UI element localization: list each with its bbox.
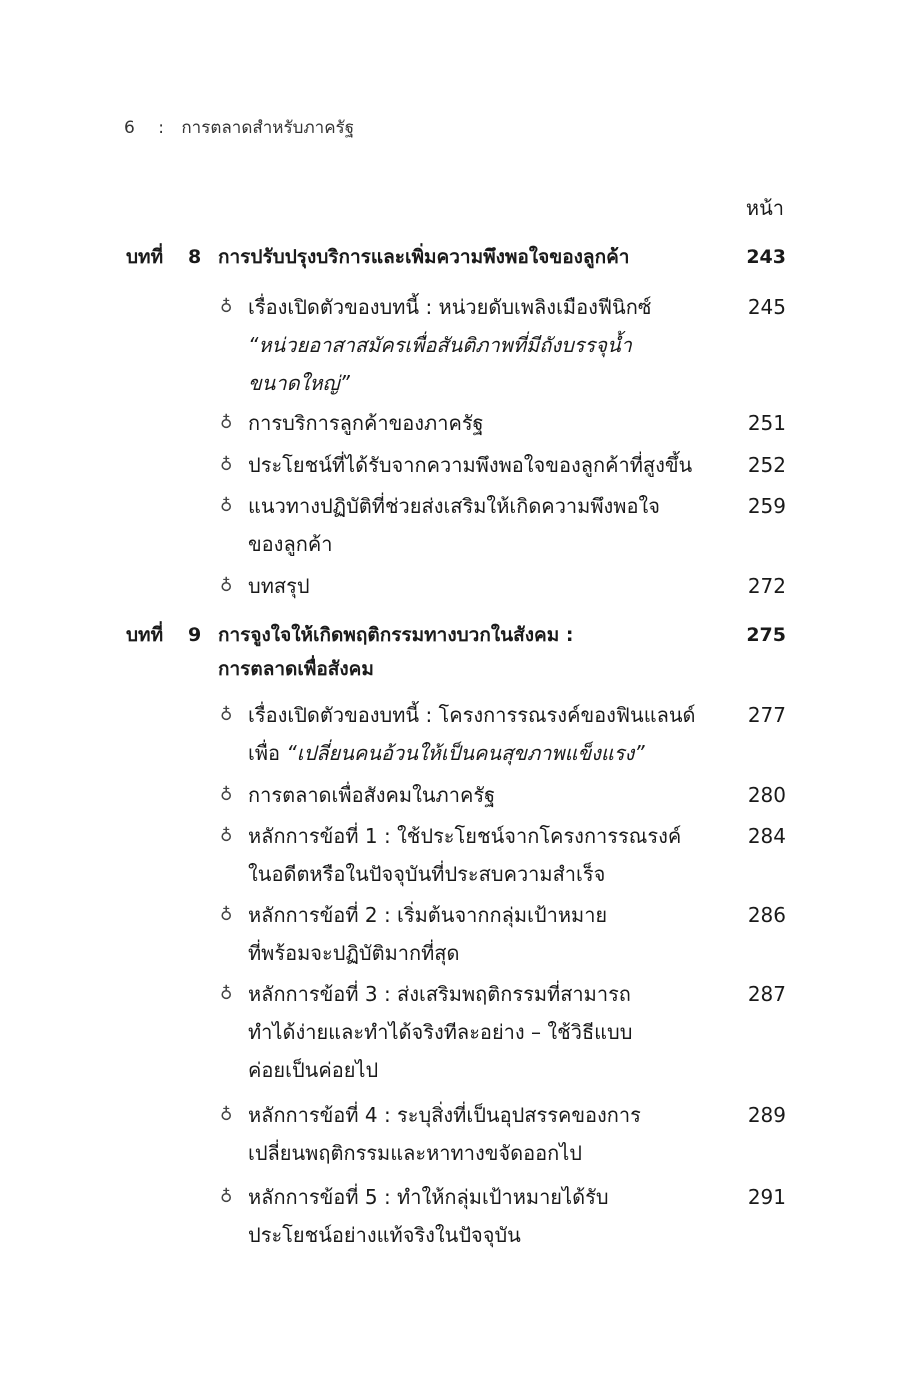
page-number: 6 (124, 118, 135, 138)
entry-page: 259 (747, 494, 786, 518)
entry-line: หลักการข้อที่ 5 : ทำให้กลุ่มเป้าหมายได้รับ (248, 1185, 609, 1209)
entry-line: บทสรุป (248, 574, 310, 598)
entry-line: เปลี่ยนพฤติกรรมและหาทางขจัดออกไป (248, 1141, 582, 1165)
entry-line-prefix: เพื่อ (248, 741, 287, 765)
entry-page: 252 (747, 453, 786, 477)
entry-line: ขนาดใหญ่” (248, 371, 350, 395)
entry-line (248, 734, 718, 772)
entry-line: ค่อยเป็นค่อยไป (248, 1058, 379, 1082)
entry-line: หลักการข้อที่ 3 : ส่งเสริมพฤติกรรมที่สามารถ (248, 982, 631, 1006)
entry-line: เรื่องเปิดตัวของบทนี้ : โครงการรณรงค์ของฟินแลนด์ (248, 703, 696, 727)
entry-line: หลักการข้อที่ 2 : เริ่มต้นจากกลุ่มเป้าหมาย (248, 903, 608, 927)
entry-line-italic: “เปลี่ยนคนอ้วนให้เป็นคนสุขภาพแข็งแรง” (286, 741, 645, 765)
entry-page: 286 (747, 903, 786, 927)
entry-line: เรื่องเปิดตัวของบทนี้ : หน่วยดับเพลิงเมืองฟีนิกซ์ (248, 295, 652, 319)
bag-icon: ♁ (220, 1105, 233, 1125)
running-header (124, 114, 354, 141)
bag-icon: ♁ (220, 297, 233, 317)
bag-icon: ♁ (220, 1187, 233, 1207)
entry-line: ประโยชน์อย่างแท้จริงในปัจจุบัน (248, 1223, 521, 1247)
chapter-label: บทที่ (126, 624, 164, 646)
bag-icon: ♁ (220, 455, 233, 475)
bag-icon: ♁ (220, 785, 233, 805)
chapter-title: การปรับปรุงบริการและเพิ่มความพึงพอใจของลูกค้า (218, 246, 630, 268)
entry-line: ประโยชน์ที่ได้รับจากความพึงพอใจของลูกค้าที่สูงขึ้น (248, 453, 693, 477)
chapter-title-line: การจูงใจให้เกิดพฤติกรรมทางบวกในสังคม : (218, 624, 574, 646)
bag-icon: ♁ (220, 826, 233, 846)
bag-icon: ♁ (220, 984, 233, 1004)
chapter-page: 275 (746, 624, 786, 646)
bag-icon: ♁ (220, 905, 233, 925)
entry-page: 251 (747, 411, 786, 435)
entry-page: 245 (747, 295, 786, 319)
entry-line: แนวทางปฏิบัติที่ช่วยส่งเสริมให้เกิดความพึงพอใจ (248, 494, 660, 518)
entry-line: หลักการข้อที่ 4 : ระบุสิ่งที่เป็นอุปสรรคของการ (248, 1103, 641, 1127)
entry-line: ที่พร้อมจะปฏิบัติมากที่สุด (248, 941, 460, 965)
entry-page: 287 (747, 982, 786, 1006)
bag-icon: ♁ (220, 576, 233, 596)
entry-line: ทำได้ง่ายและทำได้จริงทีละอย่าง – ใช้วิธีแบบ (248, 1020, 633, 1044)
chapter-label: บทที่ (126, 246, 164, 268)
chapter-number: 9 (188, 624, 202, 646)
bag-icon: ♁ (220, 705, 233, 725)
entry-line: ในอดีตหรือในปัจจุบันที่ประสบความสำเร็จ (248, 862, 606, 886)
chapter-title-line: การตลาดเพื่อสังคม (218, 658, 374, 680)
chapter-number: 8 (188, 246, 202, 268)
book-title: การตลาดสำหรับภาครัฐ (181, 118, 355, 138)
entry-line: “หน่วยอาสาสมัครเพื่อสันติภาพที่มีถังบรรจุน้ำ (248, 333, 632, 357)
bag-icon: ♁ (220, 496, 233, 516)
page-column-label: หน้า (745, 196, 784, 220)
bag-icon: ♁ (220, 413, 233, 433)
entry-page: 284 (747, 824, 786, 848)
entry-line: หลักการข้อที่ 1 : ใช้ประโยชน์จากโครงการรณรงค์ (248, 824, 682, 848)
entry-line: การบริการลูกค้าของภาครัฐ (248, 411, 484, 435)
chapter-page: 243 (746, 246, 786, 268)
entry-line: การตลาดเพื่อสังคมในภาครัฐ (248, 783, 496, 807)
entry-page: 280 (747, 783, 786, 807)
entry-page: 289 (747, 1103, 786, 1127)
entry-page: 272 (747, 574, 786, 598)
entry-page: 277 (747, 703, 786, 727)
header-separator: : (158, 118, 164, 138)
entry-line: ของลูกค้า (248, 532, 333, 556)
entry-page: 291 (747, 1185, 786, 1209)
